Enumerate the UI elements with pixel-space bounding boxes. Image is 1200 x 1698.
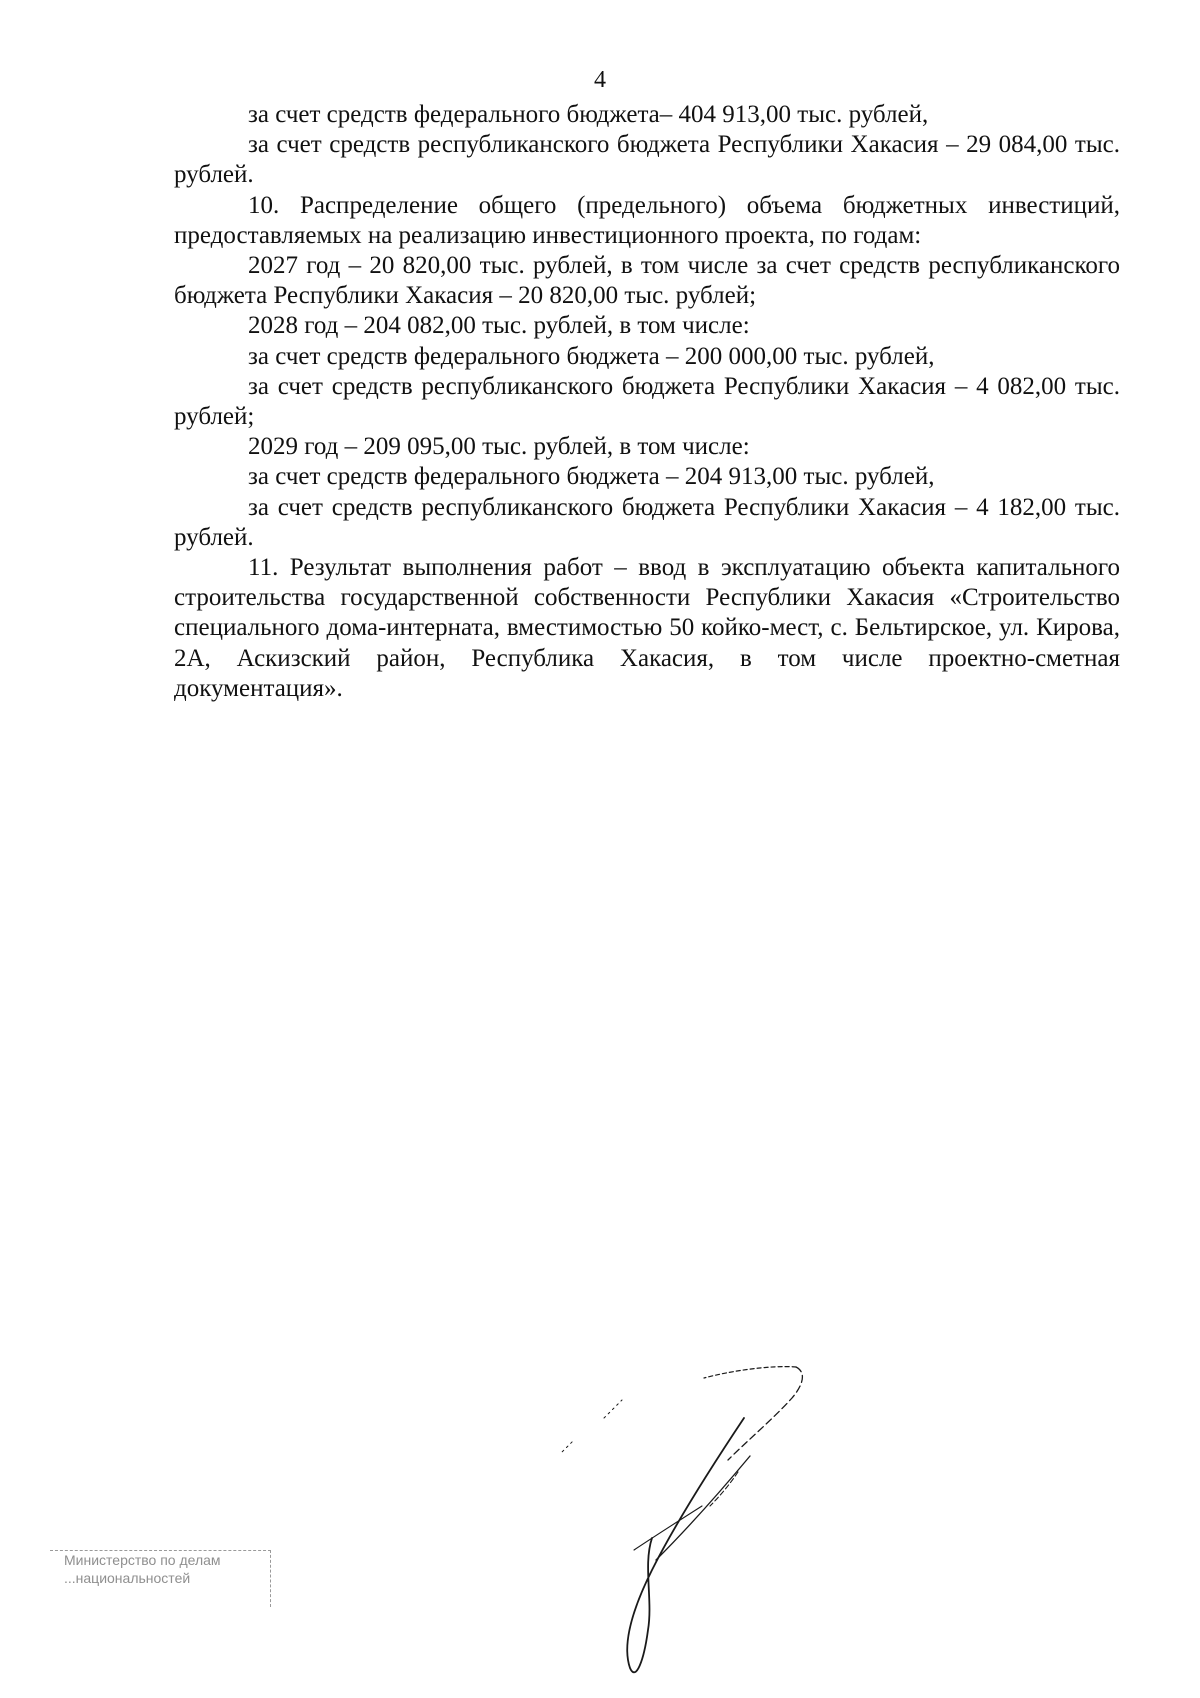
handwritten-signature [560, 1360, 900, 1690]
paragraph-year-2028: 2028 год – 204 082,00 тыс. рублей, в том числе: [248, 312, 750, 340]
document-body [174, 100, 1120, 704]
paragraph-item-10-distribution: 10. Распределение общего (предельного) объема бюджетных инвестиций, предоставляемых на реализацию инвестиционного проекта, по годам: [174, 191, 1120, 249]
paragraph-2028-republic: за счет средств республиканского бюджета Республики Хакасия – 4 082,00 тыс. рублей; [174, 372, 1120, 431]
paragraph-item-11-result: 11. Результат выполнения работ – ввод в эксплуатацию объекта капитального строительства государственной собственности Республики Хакасия «Строительство специального дома-интерната, вместимостью 50 койко-мест, с. Бельтирское, ул. Кирова, 2А, Аскизский район, Республика Хакасия, в том числе проектно-сметная документация». [174, 554, 1120, 702]
paragraph-2029-republic: за счет средств республиканского бюджета Республики Хакасия – 4 182,00 тыс. рублей. [174, 493, 1120, 551]
registration-stamp [50, 1550, 271, 1607]
paragraph-republic-budget-total: за счет средств республиканского бюджета Республики Хакасия – 29 084,00 тыс. рублей. [174, 131, 1120, 189]
paragraph-year-2029: 2029 год – 209 095,00 тыс. рублей, в том числе: [248, 433, 750, 461]
stamp-line-1: Министерство по делам [64, 1552, 221, 1568]
paragraph-year-2027: 2027 год – 20 820,00 тыс. рублей, в том числе за счет средств республиканского бюджета Республики Хакасия – 20 820,00 тыс. рублей; [174, 252, 1120, 310]
paragraph-2029-federal: за счет средств федерального бюджета – 204 913,00 тыс. рублей, [248, 463, 935, 491]
stamp-line-2: ...национальностей [64, 1570, 191, 1586]
paragraph-2028-federal: за счет средств федерального бюджета – 200 000,00 тыс. рублей, [248, 342, 935, 370]
paragraph-federal-budget-total: за счет средств федерального бюджета– 404 913,00 тыс. рублей, [248, 101, 929, 128]
page-number: 4 [594, 67, 606, 93]
